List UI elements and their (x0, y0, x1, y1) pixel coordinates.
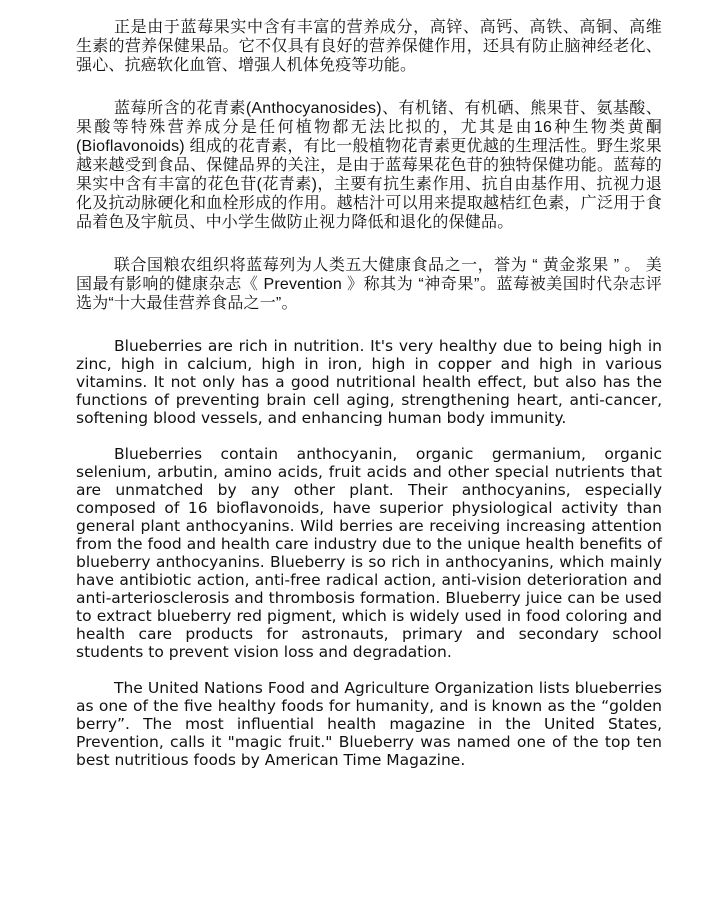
paragraph-gap (76, 427, 662, 445)
paragraph-zh-golden-berry: 联合国粮农组织将蓝莓列为人类五大健康食品之一，誉为 “ 黄金浆果 ” 。 美国最有影响的健康杂志《 Prevention 》称其为 “神奇果”。蓝莓被美国时代杂志评选为“十大最佳营养食品之一”。 (76, 257, 662, 312)
paragraph-gap (76, 232, 662, 256)
paragraph-zh-anthocyanins: 蓝莓所含的花青素(Anthocyanosides)、有机锗、有机硒、熊果苷、氨基酸、果酸等特殊营养成分是任何植物都无法比拟的，尤其是由16种生物类黄酮 (Bioflavonoids) 组成的花青素，有比一般植物花青素更优越的生理活性。野生浆果越来越受到食品、保健品界的关注，是由于蓝莓果花色苷的独特保健功能。蓝莓的果实中含有丰富的花色苷(花青素)，主要有抗生素作用、抗自由基作用、抗视力退化及抗动脉硬化和血栓形成的作用。越桔汁可以用来提取越桔红色素，广泛用于食品着色及宇航员、中小学生做防止视力降低和退化的保健品。 (76, 100, 662, 231)
paragraph-zh-nutrition: 正是由于蓝莓果实中含有丰富的营养成分，高锌、高钙、高铁、高铜、高维生素的营养保健果品。它不仅具有良好的营养保健作用，还具有防止脑神经老化、强心、抗癌软化血管、增强人机体免疫等功能。 (76, 19, 662, 74)
paragraph-en-golden-berry: The United Nations Food and Agriculture Organization lists blueberries as one of the five healthy foods for humanity, and is known as the “golden berry”. The most influential health magazine in the United States, Prevention, calls it "magic fruit." Blueberry was named one of the top ten best nutritious foods by American Time Magazine. (76, 679, 662, 769)
paragraph-gap (76, 661, 662, 679)
paragraph-en-nutrition: Blueberries are rich in nutrition. It's very healthy due to being high in zinc, high in calcium, high in iron, high in copper and high in various vitamins. It not only has a good nutritional health effect, but also has the functions of preventing brain cell aging, strengthening heart, anti-cancer, softening blood vessels, and enhancing human body immunity. (76, 337, 662, 427)
paragraph-gap (76, 313, 662, 337)
paragraph-en-anthocyanins: Blueberries contain anthocyanin, organic germanium, organic selenium, arbutin, amino acids, fruit acids and other special nutrients that are unmatched by any other plant. Their anthocyanins, especially composed of 16 bioflavonoids, have superior physiological activity than general plant anthocyanins. Wild berries are receiving increasing attention from the food and health care industry due to the unique health benefits of blueberry anthocyanins. Blueberry is so rich in anthocyanins, which mainly have antibiotic action, anti-free radical action, anti-vision deterioration and anti-arteriosclerosis and thrombosis formation. Blueberry juice can be used to extract blueberry red pigment, which is widely used in food coloring and health care products for astronauts, primary and secondary school students to prevent vision loss and degradation. (76, 445, 662, 661)
paragraph-gap (76, 75, 662, 99)
